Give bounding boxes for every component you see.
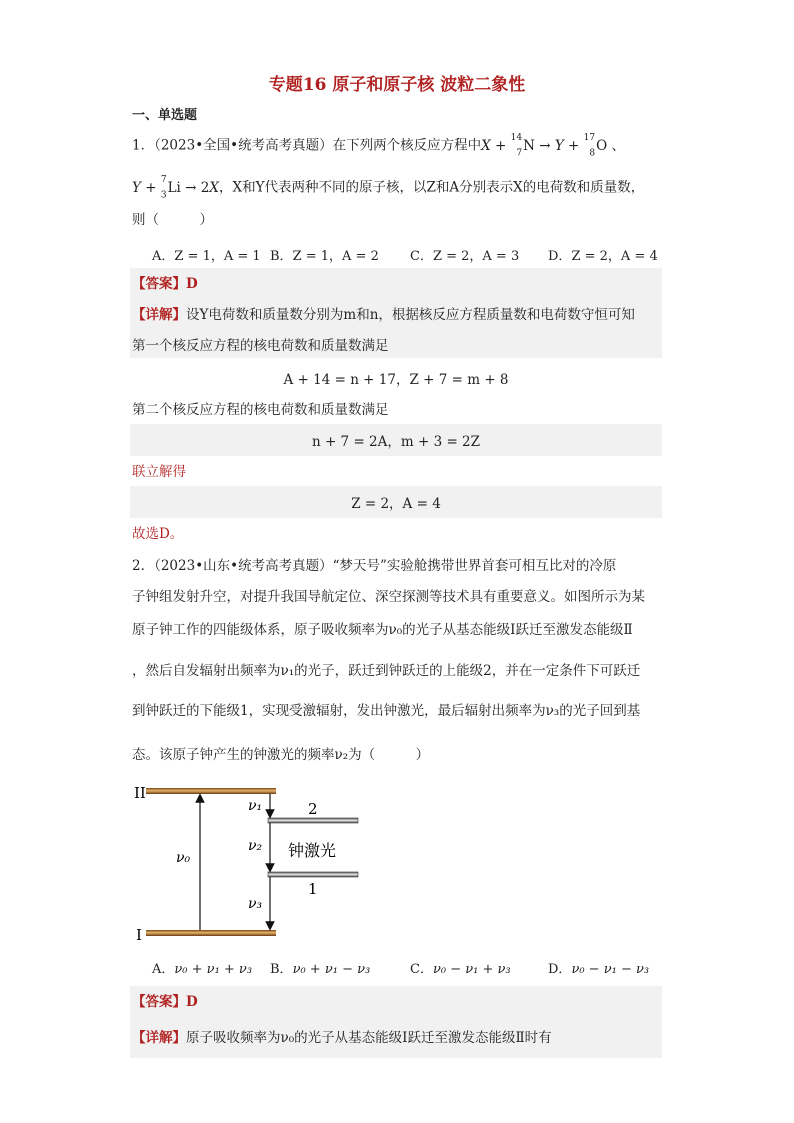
level-1-bar [268,872,358,877]
label-nu0: ν₀ [176,850,191,866]
level-2-bar [268,818,358,823]
label-nu2: ν₂ [248,838,263,854]
q1-option-d: D．Z = 2，A = 4 [548,249,658,264]
q2-option-d: D．ν₀ − ν₁ − ν₃ [548,962,650,977]
q2-line3: 原子钟工作的四能级体系，原子吸收频率为ν₀的光子从基态能级Ⅰ跃迁至激发态能级Ⅱ [132,622,633,638]
q2-line4: ，然后自发辐射出频率为ν₁的光子，跃迁到钟跃迁的上能级2，并在一定条件下可跃迁 [132,663,641,679]
q1-reaction-2: Y + $^7$ $_3$Li → 2X [132,175,219,201]
q1-line3: 则（ ） [132,212,213,228]
label-nu1: ν₁ [248,798,263,814]
q2-answer: 【答案】D [132,994,198,1010]
q1-detail-4: 联立解得 [132,464,186,480]
q1-equation-1: A + 14 = n + 17，Z + 7 = m + 8 [283,372,509,388]
energy-level-diagram [132,778,372,948]
label-I: I [136,926,142,944]
level-I-bar [146,930,276,936]
q1-reaction-1: X + $^{14}$ $_7$N → Y + $^{17}$ $_8$O 、 [481,133,625,159]
q1-detail-2: 第一个核反应方程的核电荷数和质量数满足 [132,338,389,354]
q2-option-a: A．ν₀ + ν₁ + ν₃ [152,962,253,977]
q2-option-c: C．ν₀ − ν₁ + ν₃ [410,962,511,977]
label-nu3: ν₃ [248,896,263,912]
q1-equation-2: n + 7 = 2A，m + 3 = 2Z [311,434,481,450]
label-1: 1 [308,880,318,898]
q2-option-b: B．ν₀ + ν₁ − ν₃ [270,962,371,977]
q2-line1: 2．（2023•山东•统考高考真题）“梦天号”实验舱携带世界首套可相互比对的冷原 [132,558,617,574]
q2-line6: 态。该原子钟产生的钟激光的频率ν₂为（ ） [132,747,430,763]
label-2: 2 [308,800,318,818]
q1-line1: 1．（2023•全国•统考高考真题）在下列两个核反应方程中X + $^{14}$ $_7$N → Y + $^{17}$ $_8$O 、 [132,133,625,159]
level-II-bar [146,788,276,794]
q1-detail-1: 【详解】设Y电荷数和质量数分别为m和n，根据核反应方程质量数和电荷数守恒可知 [132,307,635,323]
section-heading: 一、单选题 [132,108,198,123]
q1-option-b: B．Z = 1，A = 2 [270,249,379,264]
q2-detail-1: 【详解】原子吸收频率为ν₀的光子从基态能级Ⅰ跃迁至激发态能级Ⅱ时有 [132,1030,552,1046]
q2-line5: 到钟跃迁的下能级1，实现受激辐射，发出钟激光，最后辐射出频率为ν₃的光子回到基 [132,703,641,719]
q1-conclusion: 故选D。 [132,526,184,542]
label-laser: 钟激光 [288,841,337,860]
q1-answer: 【答案】D [132,276,198,292]
q1-detail-3: 第二个核反应方程的核电荷数和质量数满足 [132,402,389,418]
q1-option-a: A．Z = 1，A = 1 [152,249,261,264]
q1-line2: Y + $^7$ $_3$Li → 2X，X和Y代表两种不同的原子核，以Z和A分别表示X的电荷数和质量数， [132,175,645,201]
page-title: 专题16 原子和原子核 波粒二象性 [268,75,526,95]
q2-line2: 子钟组发射升空，对提升我国导航定位、深空探测等技术具有重要意义。如图所示为某 [132,589,645,605]
q1-option-c: C．Z = 2，A = 3 [410,249,520,264]
label-II: II [134,784,146,802]
q1-equation-3: Z = 2，A = 4 [351,496,441,512]
